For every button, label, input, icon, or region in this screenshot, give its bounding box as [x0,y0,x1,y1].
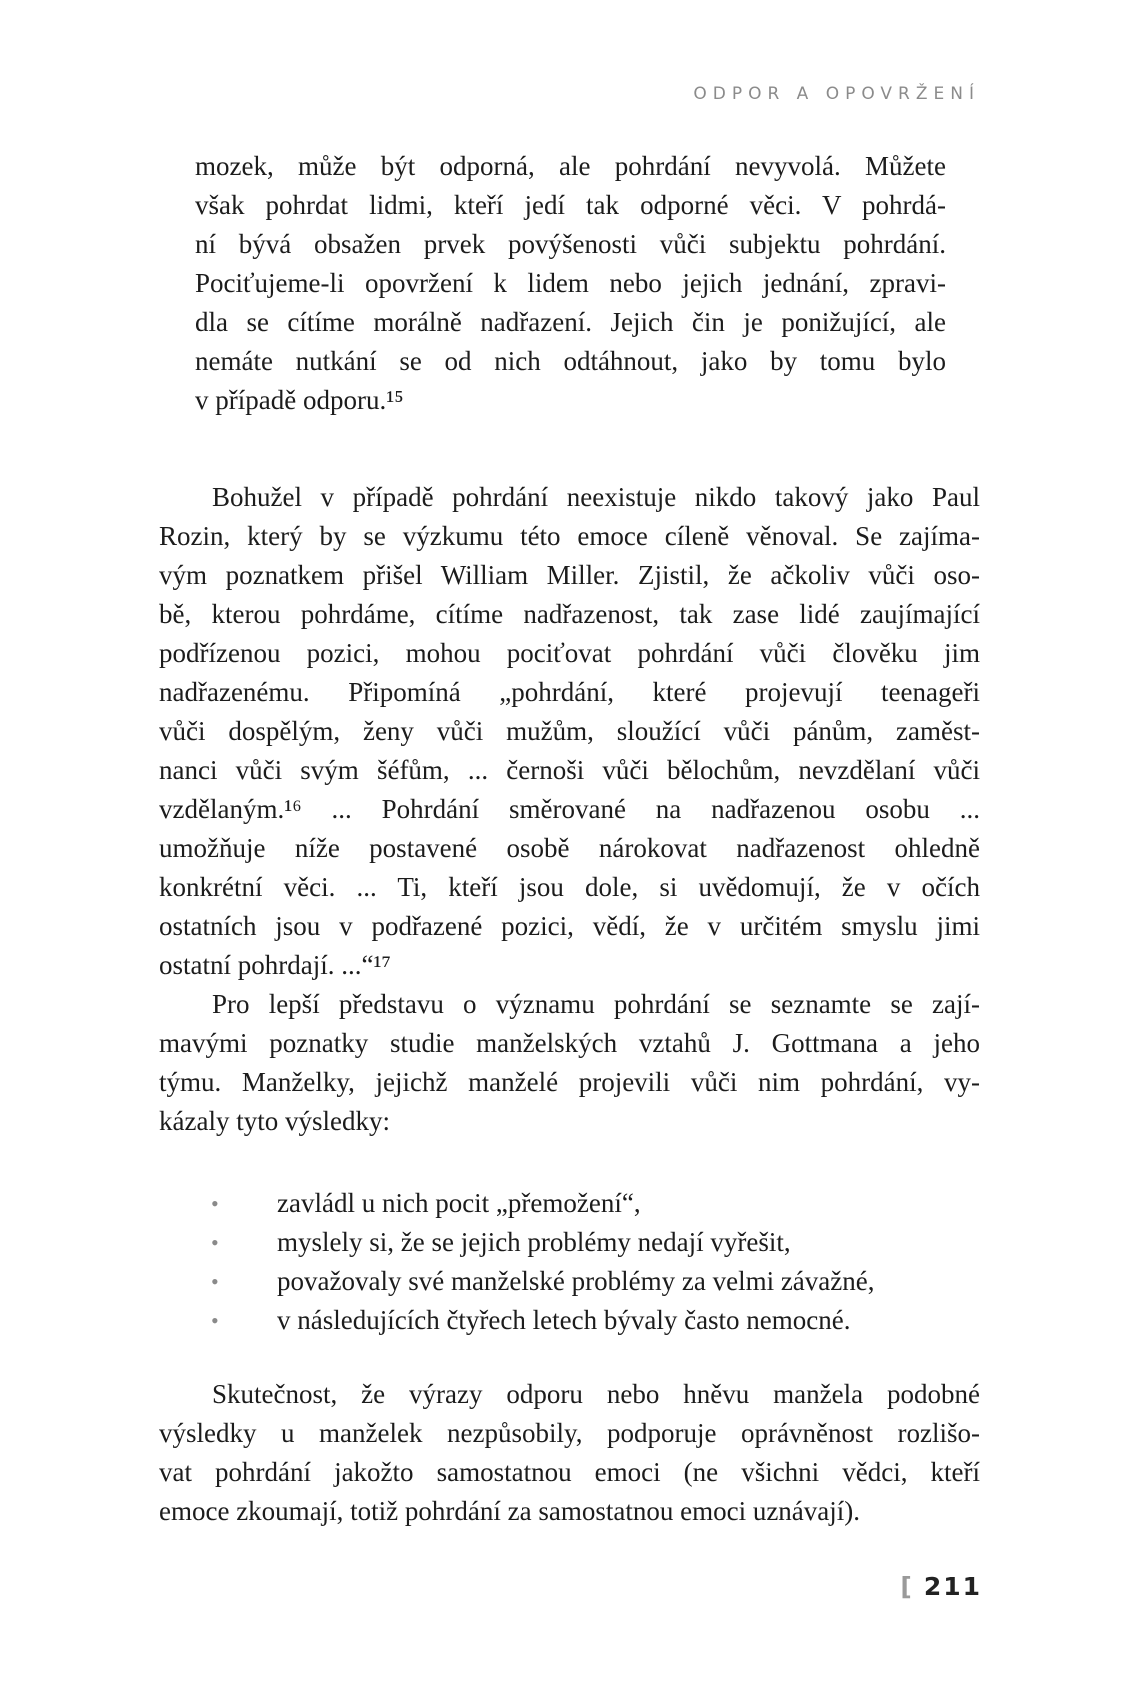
quote-line: v případě odporu.¹⁵ [195,385,404,415]
paragraph-line: Rozin, který by se výzkumu této emoce cíleně věnoval. Se zajíma- [159,521,980,551]
list-item-text: v následujících čtyřech letech bývaly často nemocné. [277,1305,851,1335]
paragraph-line: bě, kterou pohrdáme, cítíme nadřazenost, tak zase lidé zaujímající [159,599,980,629]
paragraph-line: konkrétní věci. ... Ti, kteří jsou dole, si uvědomují, že v očích [159,872,980,902]
list-item-text: zavládl u nich pocit „přemožení“, [277,1188,641,1218]
list-item [159,1301,980,1340]
quote-line: nemáte nutkání se od nich odtáhnout, jako by tomu bylo [195,346,946,376]
body-text [159,478,980,1141]
paragraph-line: týmu. Manželky, jejichž manželé projevili vůči nim pohrdání, vy- [159,1067,980,1097]
list-item [159,1262,980,1301]
bullet-list [159,1184,980,1340]
footer-bracket: [ [900,1572,912,1601]
list-item-text: považovaly své manželské problémy za velmi závažné, [277,1266,875,1296]
paragraph-line: výsledky u manželek nezpůsobily, podporuje oprávněnost rozlišo- [159,1418,980,1448]
quote-line: dla se cítíme morálně nadřazení. Jejich čin je ponižující, ale [195,307,946,337]
paragraph-line: umožňuje níže postavené osobě nárokovat nadřazenost ohledně [159,833,980,863]
paragraph-line: vzdělaným.¹⁶ ... Pohrdání směrované na nadřazenou osobu ... [159,794,980,824]
bullet-icon: • [211,1230,219,1255]
paragraph-line: vat pohrdání jakožto samostatnou emoci (ne všichni vědci, kteří [159,1457,980,1487]
list-item [159,1184,980,1223]
bullet-icon: • [211,1308,219,1333]
list-item [159,1223,980,1262]
paragraph-line: ostatní pohrdají. ...“¹⁷ [159,950,391,980]
paragraph-line: vůči dospělým, ženy vůči mužům, sloužící vůči pánům, zaměst- [159,716,980,746]
paragraph-line: nadřazenému. Připomíná „pohrdání, které projevují teenageři [159,677,980,707]
quote-line: ní bývá obsažen prvek povýšenosti vůči subjektu pohrdání. [195,229,946,259]
paragraph-line: nanci vůči svým šéfům, ... černoši vůči bělochům, nevzdělaní vůči [159,755,980,785]
closing-paragraph [159,1375,980,1531]
page-footer [900,1572,982,1601]
paragraph-line: mavými poznatky studie manželských vztahů J. Gottmana a jeho [159,1028,980,1058]
paragraph-line: podřízenou pozici, mohou pociťovat pohrdání vůči člověku jim [159,638,980,668]
paragraph-line: vým poznatkem přišel William Miller. Zjistil, že ačkoliv vůči oso- [159,560,980,590]
running-header: ODPOR A OPOVRŽENÍ [693,84,980,104]
quote-line: mozek, může být odporná, ale pohrdání nevyvolá. Můžete [195,151,946,181]
list-item-text: myslely si, že se jejich problémy nedají vyřešit, [277,1227,791,1257]
block-quote [195,147,946,420]
quote-line: Pociťujeme-li opovržení k lidem nebo jejich jednání, zpravi- [195,268,946,298]
quote-line: však pohrdat lidmi, kteří jedí tak odporné věci. V pohrdá- [195,190,946,220]
bullet-icon: • [211,1191,219,1216]
bullet-icon: • [211,1269,219,1294]
paragraph-line: Bohužel v případě pohrdání neexistuje nikdo takový jako Paul [212,482,980,512]
paragraph-line: Skutečnost, že výrazy odporu nebo hněvu manžela podobné [212,1379,980,1409]
paragraph-line: kázaly tyto výsledky: [159,1106,390,1136]
page-number: 211 [923,1572,982,1601]
paragraph-line: ostatních jsou v podřazené pozici, vědí, že v určitém smyslu jimi [159,911,980,941]
paragraph-line: emoce zkoumají, totiž pohrdání za samostatnou emoci uznávají). [159,1496,861,1526]
paragraph-line: Pro lepší představu o významu pohrdání se seznamte se zají- [212,989,980,1019]
